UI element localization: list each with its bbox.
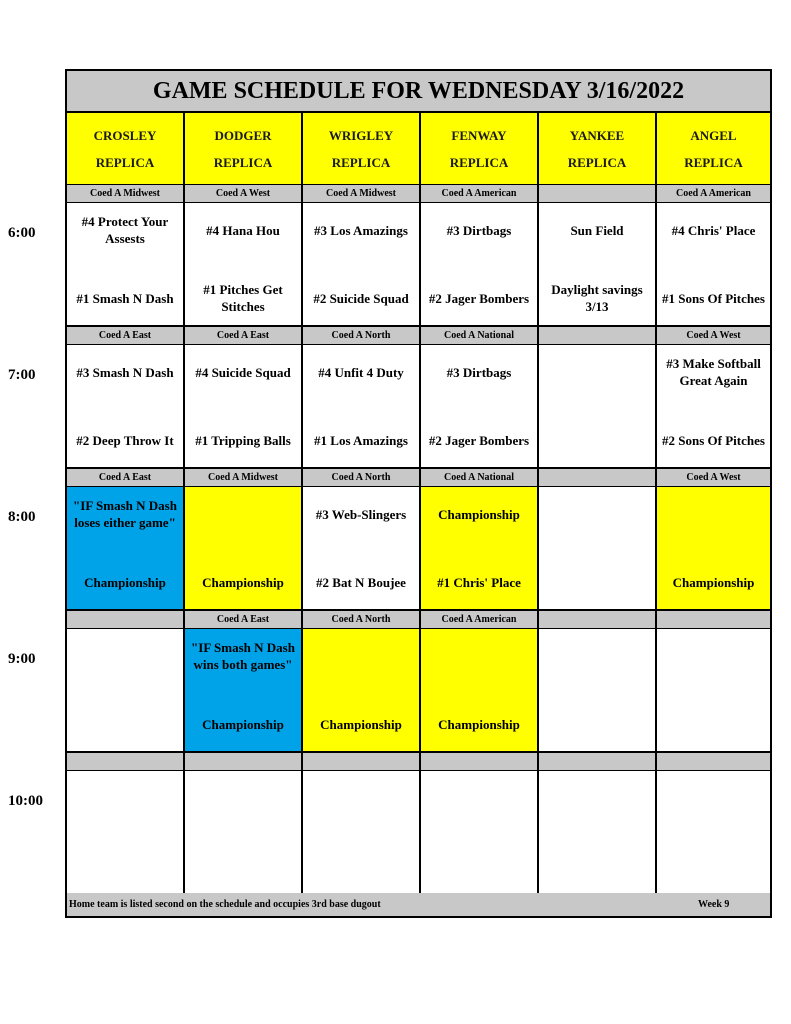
team-bottom: Daylight savings 3/13 xyxy=(551,282,643,314)
division-label xyxy=(539,469,655,486)
division-label: Coed A American xyxy=(421,611,537,628)
week-label: Week 9 xyxy=(698,899,730,910)
division-label: Coed A East xyxy=(67,327,183,344)
game-cell xyxy=(303,629,419,751)
division-label xyxy=(303,753,419,770)
field-subtitle: REPLICA xyxy=(684,154,743,170)
division-label xyxy=(67,611,183,628)
game-cell xyxy=(539,771,655,893)
game-cell xyxy=(67,629,183,751)
team-bottom: #2 Jager Bombers xyxy=(428,290,530,306)
game-cell xyxy=(657,487,770,609)
team-bottom: Championship xyxy=(438,716,520,732)
time-label: 6:00 xyxy=(8,225,36,241)
division-label xyxy=(657,753,770,770)
team-bottom: #1 Los Amazings xyxy=(314,432,408,448)
team-bottom: Championship xyxy=(84,574,166,590)
time-label: 9:00 xyxy=(8,651,36,667)
team-bottom: #2 Jager Bombers xyxy=(428,432,530,448)
team-top: Sun Field xyxy=(570,222,624,238)
game-cell xyxy=(185,771,301,893)
team-top: #3 Web-Slingers xyxy=(315,506,407,522)
division-label: Coed A National xyxy=(421,327,537,344)
field-subtitle: REPLICA xyxy=(449,154,509,170)
game-cell xyxy=(421,345,537,467)
division-label: Coed A North xyxy=(303,611,419,628)
team-bottom: #1 Tripping Balls xyxy=(195,432,291,448)
field-header xyxy=(185,113,301,184)
field-header xyxy=(421,113,537,184)
division-label xyxy=(67,753,183,770)
field-name: WRIGLEY xyxy=(328,127,394,143)
team-top: "IF Smash N Dash loses either game" xyxy=(73,498,177,530)
field-name: ANGEL xyxy=(690,127,737,143)
field-subtitle: REPLICA xyxy=(213,154,273,170)
team-top: #4 Chris' Place xyxy=(671,222,756,238)
game-cell xyxy=(303,203,419,325)
division-label: Coed A East xyxy=(185,611,301,628)
division-label xyxy=(185,753,301,770)
division-label xyxy=(657,611,770,628)
game-cell xyxy=(185,487,301,609)
team-bottom: #2 Bat N Boujee xyxy=(316,574,406,590)
team-top: #4 Protect Your Assests xyxy=(81,214,169,246)
team-top: #4 Suicide Squad xyxy=(195,364,291,380)
division-label: Coed A Midwest xyxy=(303,185,419,202)
division-label: Coed A National xyxy=(421,469,537,486)
game-cell xyxy=(303,771,419,893)
field-subtitle: REPLICA xyxy=(567,154,627,170)
team-top: #3 Smash N Dash xyxy=(76,364,174,380)
game-cell xyxy=(185,345,301,467)
division-label: Coed A North xyxy=(303,469,419,486)
game-cell xyxy=(657,629,770,751)
game-cell xyxy=(539,345,655,467)
division-label: Coed A East xyxy=(185,327,301,344)
division-label xyxy=(539,327,655,344)
division-label xyxy=(539,753,655,770)
field-name: FENWAY xyxy=(451,127,507,143)
field-header xyxy=(67,113,183,184)
game-cell xyxy=(67,203,183,325)
division-label xyxy=(539,185,655,202)
time-label: 10:00 xyxy=(8,793,43,809)
footer-bar xyxy=(67,893,770,916)
team-bottom: #1 Sons Of Pitches xyxy=(662,290,765,306)
team-top: #4 Hana Hou xyxy=(206,222,280,238)
game-cell xyxy=(67,487,183,609)
team-top: #3 Los Amazings xyxy=(314,222,408,238)
team-bottom: #2 Sons Of Pitches xyxy=(662,432,765,448)
division-label: Coed A East xyxy=(67,469,183,486)
team-bottom: Championship xyxy=(202,574,284,590)
team-top: Championship xyxy=(438,506,520,522)
game-cell xyxy=(421,203,537,325)
game-cell xyxy=(539,629,655,751)
field-header xyxy=(539,113,655,184)
team-bottom: #2 Suicide Squad xyxy=(313,290,409,306)
team-top: #3 Dirtbags xyxy=(446,364,512,380)
team-bottom: #1 Smash N Dash xyxy=(76,290,174,306)
team-bottom: Championship xyxy=(672,574,755,590)
game-cell xyxy=(303,487,419,609)
game-cell xyxy=(67,345,183,467)
division-label: Coed A West xyxy=(657,327,770,344)
team-bottom: Championship xyxy=(320,716,402,732)
game-cell xyxy=(539,487,655,609)
page-title: GAME SCHEDULE FOR WEDNESDAY 3/16/2022 xyxy=(67,71,770,111)
field-subtitle: REPLICA xyxy=(95,154,155,170)
division-label: Coed A North xyxy=(303,327,419,344)
game-cell xyxy=(657,203,770,325)
division-label xyxy=(421,753,537,770)
division-label: Coed A Midwest xyxy=(67,185,183,202)
team-top: #3 Dirtbags xyxy=(446,222,512,238)
game-cell xyxy=(657,345,770,467)
team-bottom: #2 Deep Throw It xyxy=(76,432,174,448)
field-name: YANKEE xyxy=(569,127,625,143)
division-label: Coed A American xyxy=(657,185,770,202)
field-name: CROSLEY xyxy=(93,127,157,143)
time-label: 7:00 xyxy=(8,367,36,383)
team-top: #3 Make Softball Great Again xyxy=(666,356,761,388)
team-bottom: Championship xyxy=(202,716,284,732)
field-header xyxy=(657,113,770,184)
time-label: 8:00 xyxy=(8,509,36,525)
game-cell xyxy=(421,629,537,751)
game-cell xyxy=(539,203,655,325)
game-cell xyxy=(421,487,537,609)
home-team-note: Home team is listed second on the schedule and occupies 3rd base dugout xyxy=(69,899,381,910)
field-subtitle: REPLICA xyxy=(331,154,391,170)
team-top: #4 Unfit 4 Duty xyxy=(318,364,404,380)
game-cell xyxy=(185,203,301,325)
game-cell xyxy=(67,771,183,893)
game-cell xyxy=(657,771,770,893)
division-label: Coed A West xyxy=(185,185,301,202)
field-name: DODGER xyxy=(214,127,272,143)
division-label: Coed A Midwest xyxy=(185,469,301,486)
field-header xyxy=(303,113,419,184)
team-top: "IF Smash N Dash wins both games" xyxy=(191,640,295,672)
team-bottom: #1 Pitches Get Stitches xyxy=(203,282,283,314)
game-cell xyxy=(303,345,419,467)
division-label xyxy=(539,611,655,628)
schedule-grid xyxy=(65,69,772,918)
division-label: Coed A West xyxy=(657,469,770,486)
game-cell xyxy=(421,771,537,893)
game-cell xyxy=(185,629,301,751)
team-bottom: #1 Chris' Place xyxy=(437,574,521,590)
division-label: Coed A American xyxy=(421,185,537,202)
